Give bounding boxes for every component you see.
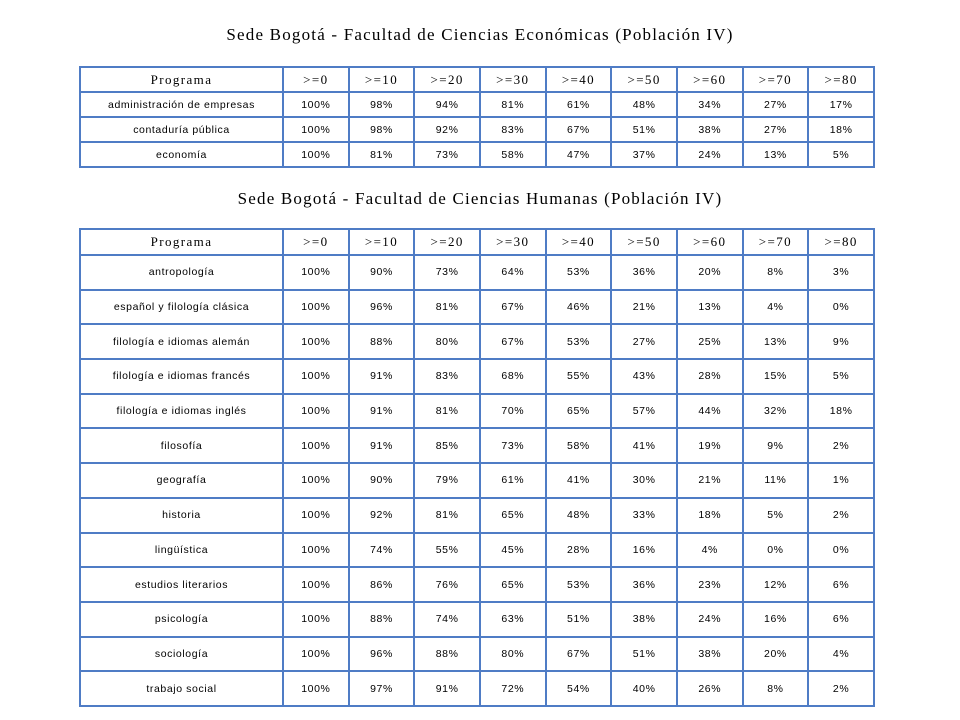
percentage-cell: 100% xyxy=(283,290,349,325)
percentage-cell: 58% xyxy=(480,142,546,167)
percentage-cell: 100% xyxy=(283,602,349,637)
column-header-threshold: >=40 xyxy=(546,229,612,255)
table-row xyxy=(80,602,874,637)
column-header-threshold: >=30 xyxy=(480,229,546,255)
table-economicas xyxy=(79,66,875,168)
percentage-cell: 81% xyxy=(480,92,546,117)
percentage-cell: 98% xyxy=(349,117,415,142)
program-name-cell: filología e idiomas francés xyxy=(80,359,283,394)
percentage-cell: 27% xyxy=(743,92,809,117)
percentage-cell: 72% xyxy=(480,671,546,706)
percentage-cell: 97% xyxy=(349,671,415,706)
percentage-cell: 70% xyxy=(480,394,546,429)
table-row xyxy=(80,142,874,167)
percentage-cell: 61% xyxy=(546,92,612,117)
program-name-cell: estudios literarios xyxy=(80,567,283,602)
percentage-cell: 67% xyxy=(480,324,546,359)
percentage-cell: 9% xyxy=(743,428,809,463)
percentage-cell: 18% xyxy=(677,498,743,533)
percentage-cell: 91% xyxy=(349,394,415,429)
percentage-cell: 18% xyxy=(808,394,874,429)
table-row xyxy=(80,498,874,533)
percentage-cell: 38% xyxy=(677,117,743,142)
program-name-cell: historia xyxy=(80,498,283,533)
column-header-threshold: >=0 xyxy=(283,229,349,255)
program-name-cell: filología e idiomas alemán xyxy=(80,324,283,359)
percentage-cell: 2% xyxy=(808,498,874,533)
percentage-cell: 100% xyxy=(283,255,349,290)
percentage-cell: 83% xyxy=(414,359,480,394)
percentage-cell: 100% xyxy=(283,567,349,602)
percentage-cell: 92% xyxy=(414,117,480,142)
percentage-cell: 16% xyxy=(743,602,809,637)
table-humanas xyxy=(79,228,875,707)
percentage-cell: 53% xyxy=(546,255,612,290)
percentage-cell: 68% xyxy=(480,359,546,394)
percentage-cell: 13% xyxy=(743,142,809,167)
percentage-cell: 36% xyxy=(611,255,677,290)
percentage-cell: 24% xyxy=(677,602,743,637)
percentage-cell: 8% xyxy=(743,671,809,706)
percentage-cell: 81% xyxy=(414,290,480,325)
percentage-cell: 38% xyxy=(611,602,677,637)
percentage-cell: 100% xyxy=(283,92,349,117)
percentage-cell: 27% xyxy=(611,324,677,359)
percentage-cell: 98% xyxy=(349,92,415,117)
percentage-cell: 9% xyxy=(808,324,874,359)
percentage-cell: 17% xyxy=(808,92,874,117)
section-title-economicas: Sede Bogotá - Facultad de Ciencias Económicas (Población IV) xyxy=(226,25,734,44)
column-header-threshold: >=20 xyxy=(414,229,480,255)
percentage-cell: 96% xyxy=(349,637,415,672)
percentage-cell: 55% xyxy=(546,359,612,394)
percentage-cell: 88% xyxy=(349,324,415,359)
percentage-cell: 51% xyxy=(546,602,612,637)
column-header-threshold: >=50 xyxy=(611,229,677,255)
percentage-cell: 64% xyxy=(480,255,546,290)
percentage-cell: 55% xyxy=(414,533,480,568)
percentage-cell: 100% xyxy=(283,359,349,394)
percentage-cell: 91% xyxy=(414,671,480,706)
table-row xyxy=(80,637,874,672)
column-header-threshold: >=30 xyxy=(480,67,546,92)
header-row xyxy=(80,67,874,92)
percentage-cell: 67% xyxy=(546,117,612,142)
table-row xyxy=(80,359,874,394)
percentage-cell: 48% xyxy=(611,92,677,117)
percentage-cell: 74% xyxy=(349,533,415,568)
percentage-cell: 16% xyxy=(611,533,677,568)
percentage-cell: 57% xyxy=(611,394,677,429)
column-header-programa: Programa xyxy=(80,67,283,92)
percentage-cell: 18% xyxy=(808,117,874,142)
percentage-cell: 20% xyxy=(677,255,743,290)
percentage-cell: 24% xyxy=(677,142,743,167)
percentage-cell: 1% xyxy=(808,463,874,498)
percentage-cell: 0% xyxy=(808,290,874,325)
percentage-cell: 88% xyxy=(349,602,415,637)
percentage-cell: 5% xyxy=(808,142,874,167)
percentage-cell: 13% xyxy=(743,324,809,359)
percentage-cell: 81% xyxy=(349,142,415,167)
column-header-threshold: >=50 xyxy=(611,67,677,92)
percentage-cell: 73% xyxy=(414,142,480,167)
percentage-cell: 5% xyxy=(808,359,874,394)
percentage-cell: 100% xyxy=(283,394,349,429)
percentage-cell: 53% xyxy=(546,324,612,359)
percentage-cell: 37% xyxy=(611,142,677,167)
program-name-cell: geografía xyxy=(80,463,283,498)
percentage-cell: 96% xyxy=(349,290,415,325)
column-header-threshold: >=80 xyxy=(808,229,874,255)
table-row xyxy=(80,290,874,325)
percentage-cell: 4% xyxy=(808,637,874,672)
percentage-cell: 46% xyxy=(546,290,612,325)
percentage-cell: 0% xyxy=(743,533,809,568)
percentage-cell: 28% xyxy=(677,359,743,394)
percentage-cell: 85% xyxy=(414,428,480,463)
program-name-cell: español y filología clásica xyxy=(80,290,283,325)
percentage-cell: 47% xyxy=(546,142,612,167)
percentage-cell: 81% xyxy=(414,498,480,533)
table-row xyxy=(80,117,874,142)
percentage-cell: 0% xyxy=(808,533,874,568)
column-header-threshold: >=40 xyxy=(546,67,612,92)
percentage-cell: 61% xyxy=(480,463,546,498)
percentage-cell: 65% xyxy=(546,394,612,429)
percentage-cell: 100% xyxy=(283,637,349,672)
percentage-cell: 81% xyxy=(414,394,480,429)
percentage-cell: 73% xyxy=(480,428,546,463)
percentage-cell: 100% xyxy=(283,498,349,533)
program-name-cell: psicología xyxy=(80,602,283,637)
percentage-cell: 100% xyxy=(283,428,349,463)
percentage-cell: 33% xyxy=(611,498,677,533)
percentage-cell: 100% xyxy=(283,463,349,498)
percentage-cell: 79% xyxy=(414,463,480,498)
column-header-threshold: >=10 xyxy=(349,67,415,92)
column-header-threshold: >=0 xyxy=(283,67,349,92)
percentage-cell: 32% xyxy=(743,394,809,429)
program-name-cell: economía xyxy=(80,142,283,167)
table-row xyxy=(80,324,874,359)
percentage-cell: 80% xyxy=(480,637,546,672)
percentage-cell: 94% xyxy=(414,92,480,117)
percentage-cell: 30% xyxy=(611,463,677,498)
percentage-cell: 51% xyxy=(611,117,677,142)
percentage-cell: 58% xyxy=(546,428,612,463)
percentage-cell: 41% xyxy=(546,463,612,498)
percentage-cell: 21% xyxy=(611,290,677,325)
program-name-cell: contaduría pública xyxy=(80,117,283,142)
column-header-threshold: >=20 xyxy=(414,67,480,92)
percentage-cell: 88% xyxy=(414,637,480,672)
percentage-cell: 100% xyxy=(283,324,349,359)
percentage-cell: 25% xyxy=(677,324,743,359)
percentage-cell: 41% xyxy=(611,428,677,463)
percentage-cell: 91% xyxy=(349,359,415,394)
percentage-cell: 2% xyxy=(808,428,874,463)
header-row xyxy=(80,229,874,255)
program-name-cell: trabajo social xyxy=(80,671,283,706)
program-name-cell: administración de empresas xyxy=(80,92,283,117)
percentage-cell: 23% xyxy=(677,567,743,602)
percentage-cell: 51% xyxy=(611,637,677,672)
column-header-threshold: >=60 xyxy=(677,67,743,92)
percentage-cell: 5% xyxy=(743,498,809,533)
percentage-cell: 90% xyxy=(349,463,415,498)
percentage-cell: 80% xyxy=(414,324,480,359)
percentage-cell: 100% xyxy=(283,533,349,568)
percentage-cell: 74% xyxy=(414,602,480,637)
percentage-cell: 34% xyxy=(677,92,743,117)
percentage-cell: 38% xyxy=(677,637,743,672)
percentage-cell: 63% xyxy=(480,602,546,637)
percentage-cell: 8% xyxy=(743,255,809,290)
percentage-cell: 100% xyxy=(283,142,349,167)
percentage-cell: 65% xyxy=(480,567,546,602)
percentage-cell: 4% xyxy=(743,290,809,325)
percentage-cell: 15% xyxy=(743,359,809,394)
program-name-cell: filosofía xyxy=(80,428,283,463)
column-header-threshold: >=60 xyxy=(677,229,743,255)
percentage-cell: 45% xyxy=(480,533,546,568)
table-row xyxy=(80,671,874,706)
percentage-cell: 19% xyxy=(677,428,743,463)
percentage-cell: 13% xyxy=(677,290,743,325)
percentage-cell: 92% xyxy=(349,498,415,533)
percentage-cell: 2% xyxy=(808,671,874,706)
percentage-cell: 76% xyxy=(414,567,480,602)
column-header-threshold: >=70 xyxy=(743,67,809,92)
table-row xyxy=(80,394,874,429)
percentage-cell: 53% xyxy=(546,567,612,602)
table-row xyxy=(80,92,874,117)
percentage-cell: 40% xyxy=(611,671,677,706)
percentage-cell: 20% xyxy=(743,637,809,672)
percentage-cell: 44% xyxy=(677,394,743,429)
percentage-cell: 36% xyxy=(611,567,677,602)
percentage-cell: 67% xyxy=(480,290,546,325)
column-header-threshold: >=10 xyxy=(349,229,415,255)
percentage-cell: 3% xyxy=(808,255,874,290)
program-name-cell: antropología xyxy=(80,255,283,290)
column-header-threshold: >=70 xyxy=(743,229,809,255)
program-name-cell: sociología xyxy=(80,637,283,672)
percentage-cell: 12% xyxy=(743,567,809,602)
table-row xyxy=(80,463,874,498)
percentage-cell: 27% xyxy=(743,117,809,142)
percentage-cell: 54% xyxy=(546,671,612,706)
percentage-cell: 90% xyxy=(349,255,415,290)
table-row xyxy=(80,567,874,602)
percentage-cell: 86% xyxy=(349,567,415,602)
percentage-cell: 48% xyxy=(546,498,612,533)
percentage-cell: 91% xyxy=(349,428,415,463)
section-title-humanas: Sede Bogotá - Facultad de Ciencias Humanas (Población IV) xyxy=(237,189,723,208)
table-row xyxy=(80,533,874,568)
percentage-cell: 65% xyxy=(480,498,546,533)
table-row xyxy=(80,428,874,463)
column-header-programa: Programa xyxy=(80,229,283,255)
percentage-cell: 67% xyxy=(546,637,612,672)
percentage-cell: 28% xyxy=(546,533,612,568)
percentage-cell: 6% xyxy=(808,602,874,637)
percentage-cell: 6% xyxy=(808,567,874,602)
program-name-cell: filología e idiomas inglés xyxy=(80,394,283,429)
percentage-cell: 73% xyxy=(414,255,480,290)
percentage-cell: 100% xyxy=(283,117,349,142)
percentage-cell: 26% xyxy=(677,671,743,706)
percentage-cell: 21% xyxy=(677,463,743,498)
table-row xyxy=(80,255,874,290)
program-name-cell: lingüística xyxy=(80,533,283,568)
column-header-threshold: >=80 xyxy=(808,67,874,92)
percentage-cell: 4% xyxy=(677,533,743,568)
percentage-cell: 100% xyxy=(283,671,349,706)
percentage-cell: 83% xyxy=(480,117,546,142)
percentage-cell: 11% xyxy=(743,463,809,498)
percentage-cell: 43% xyxy=(611,359,677,394)
